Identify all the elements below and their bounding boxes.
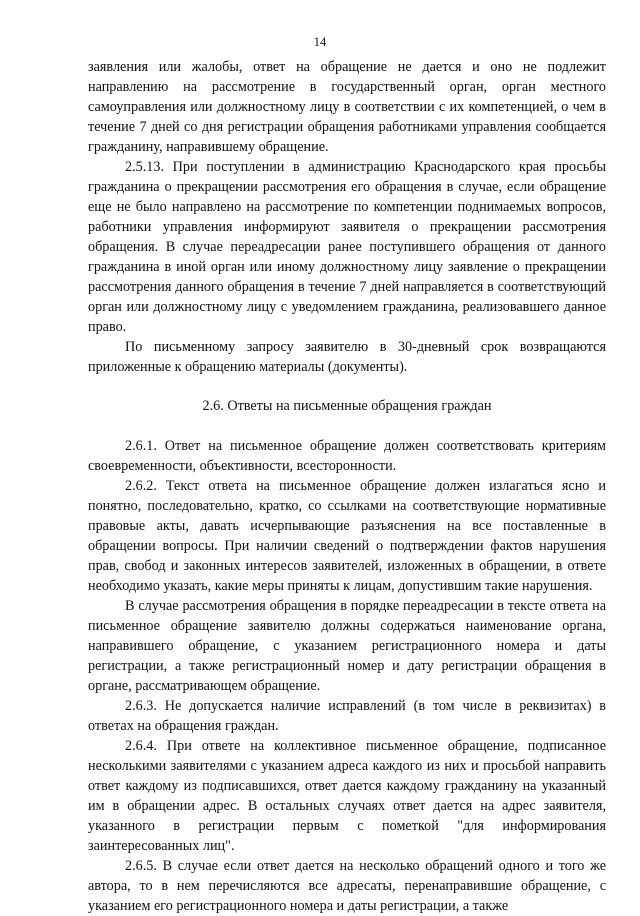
paragraph-readdressing: В случае рассмотрения обращения в порядке переадресации в тексте ответа на письменное обращение заявителю должны содержаться наименование органа, направившего обращение, с указанием регистрационного номера и даты регистрации, а также регистрационный номер и дату регистрации обращения в органе, рассматривающем обращение. — [88, 598, 606, 694]
paragraph-2-5-13: 2.5.13. При поступлении в администрацию Краснодарского края просьбы гражданина о прекращении рассмотрения его обращения в случае, если обращение еще не было направлено на рассмотрение по компетенции поднимаемых вопросов, работники управления информируют заявителя о прекращении рассмотрения обращения. В случае переадресации ранее поступившего обращения от данного гражданина в иной орган или иному должностному лицу заявление о прекращении рассмотрения данного обращения в течение 7 дней направляется в соответствующий орган или должностному лицу с уведомлением гражданина, реализовавшего данное право. — [88, 159, 606, 335]
section-heading: 2.6. Ответы на письменные обращения граждан — [202, 398, 492, 414]
paragraph-2-6-5: 2.6.5. В случае если ответ дается на несколько обращений одного и того же автора, то в нем перечисляются все адресаты, перенаправившие обращение, с указанием его регистрационного номера и даты регистрации, а также — [88, 858, 606, 914]
paragraph-2-6-1: 2.6.1. Ответ на письменное обращение должен соответствовать критериям своевременности, объективности, всесторонности. — [88, 438, 606, 474]
paragraph-2-6-4: 2.6.4. При ответе на коллективное письменное обращение, подписанное несколькими заявителями с указанием адреса каждого из них и просьбой направить ответ каждому из подписавшихся, ответ дается каждому гражданину на указанный им в обращении адрес. В остальных случаях ответ дается на адрес заявителя, указанного в регистрации первым с пометкой "для информирования заинтересованных лиц". — [88, 738, 606, 854]
paragraph-return-materials: По письменному запросу заявителю в 30-дневный срок возвращаются приложенные к обращению материалы (документы). — [88, 339, 606, 375]
document-body — [88, 57, 606, 916]
paragraph-continuation: заявления или жалобы, ответ на обращение не дается и оно не подлежит направлению на рассмотрение в государственный орган, орган местного самоуправления или должностному лицу в соответствии с их компетенцией, о чем в течение 7 дней со дня регистрации обращения работниками управления сообщается гражданину, направившему обращение. — [88, 59, 606, 155]
paragraph-2-6-3: 2.6.3. Не допускается наличие исправлений (в том числе в реквизитах) в ответах на обращения граждан. — [88, 698, 606, 734]
page-number: 14 — [313, 35, 327, 49]
paragraph-2-6-2: 2.6.2. Текст ответа на письменное обращение должен излагаться ясно и понятно, последовательно, кратко, со ссылками на соответствующие нормативные правовые акты, давать исчерпывающие разъяснения на все поставленные в обращении вопросы. При наличии сведений о подтверждении фактов нарушения прав, свобод и законных интересов заявителей, изложенных в обращении, в ответе необходимо указать, какие меры приняты к лицам, допустившим такие нарушения. — [88, 478, 606, 594]
